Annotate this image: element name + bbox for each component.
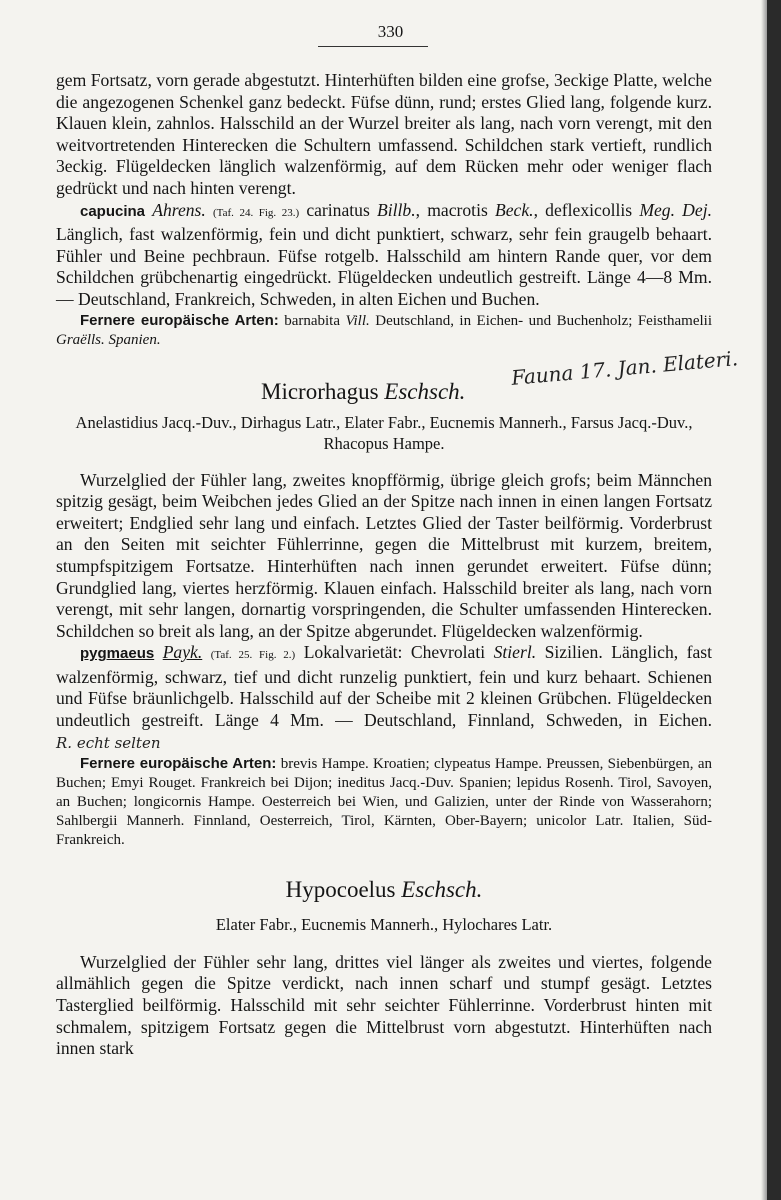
genus-name: Microrhagus — [261, 378, 379, 404]
genus-description: Wurzelglied der Fühler lang, zweites knopfförmig, übrige gleich grofs; beim Männchen spitzig gesägt, beim Weibchen jedes Glied an der Spitze nach innen in einen langen Fortsatz erweitert; Endglied sehr lang und einfach. Letztes Glied der Taster beilförmig. Vorderbrust an den Seiten mit seichter Fühlerrinne, gegen die Mittelbrust mit kurzem, breitem, stumpfspitzigem Fortsatze. Hinterhüften nach innen gerundet erweitert. Füfse dünn; Grundglied lang, viertes herzförmig. Klauen einfach. Halsschild breiter als lang, nach vorn verengt, mit sehr langen, dornartig vorspringenden, die Schulter umfassenden Hinterecken. Schildchen so breit als lang, an der Spitze abgerundet. Flügeldecken walzenförmig. — [56, 469, 712, 641]
paragraph-intro: gem Fortsatz, vorn gerade abgestutzt. Hinterhüften bilden eine grofse, 3eckige Platte, welche die angezogenen Schenkel ganz bedeckt. Füfse dünn, rund; erstes Glied lang, folgende kurz. Klauen klein, zahnlos. Halsschild an der Wurzel breiter als lang, nach vorn verengt, mit den weitvortretenden Hinterecken die Schultern umfassend. Schildchen stark vertieft, rundlich 3eckig. Flügeldecken länglich walzenförmig, auf dem Rücken mehr oder weniger flach gedrückt und nach hinten verengt. — [56, 70, 712, 198]
synonym-author: Meg. Dej. — [639, 199, 712, 220]
other-species-2 — [56, 754, 712, 850]
species-description: Länglich, fast walzenförmig, fein und dicht punktiert, schwarz, sehr fein graugelb behaart. Fühler und Beine pechbraun. Füfse rotgelb. Halsschild am hintern Rande quer, vor dem Schildchen grübchenartig eingedrückt. Flügeldecken undeutlich gestreift. Länge 4—8 Mm. — Deutschland, Frankreich, Schweden, in alten Eichen und Buchen. — [56, 224, 712, 309]
header-rule — [318, 46, 428, 47]
genus-author: Eschsch. — [384, 378, 466, 404]
other-species-label: Fernere europäische Arten: — [80, 311, 279, 329]
plate-ref: (Taf. 24. Fig. 23.) — [213, 206, 300, 219]
genus-title-hypocoelus — [56, 876, 712, 904]
species-author: Stierl. — [493, 642, 537, 663]
page-number: 330 — [377, 22, 404, 41]
local-variety: Lokalvarietät: Chevrolati — [303, 642, 486, 663]
synonym: carinatus — [306, 199, 370, 220]
synonym: macrotis — [427, 199, 488, 220]
species-author: Ahrens. — [152, 199, 206, 220]
genus-synonyms: Anelastidius Jacq.-Duv., Dirhagus Latr., Elater Fabr., Eucnemis Mannerh., Farsus Jacq.-Duv., Rhacopus Hampe. — [75, 412, 693, 453]
species-description: Sizilien. Länglich, fast walzenförmig, schwarz, tief und dicht runzelig punktiert, fein und kurz behaart. Schienen und Füfse bräunlichgelb. Halsschild auf der Scheibe mit 2 kleinen Grübchen. Flügeldecken undeutlich gestreift. Länge 4 Mm. — Deutschland, Finnland, Schweden, in Eichen. — [56, 642, 713, 731]
handwritten-note: R. echt selten — [56, 733, 161, 752]
species-entry: barnabita — [284, 312, 341, 329]
page-body — [56, 70, 739, 1060]
species-name: capucina — [80, 202, 146, 220]
species-entry: Deutschland, in Eichen- und Buchenholz; Feisthamelii — [375, 312, 712, 329]
species-entry: brevis Hampe. Kroatien; clypeatus Hampe. Preussen, Siebenbürgen, an Buchen; Emyi Rouget. Frankreich bei Dijon; ineditus Jacq.-Duv. Spanien; lepidus Rosenh. Tirol, Savoyen, an Buchen; longicornis Hampe. Oesterreich bei Wien, und Galizien, unter der Rinde von Wasserahorn; Sahlbergii Mannerh. Finnland, Oesterreich, Tirol, Kärnten, Ober-Bayern; unicolor Latr. Italien, Süd-Frankreich. — [56, 756, 713, 849]
species-pygmaeus — [56, 642, 712, 754]
genus-heading-microrhagus — [56, 345, 739, 410]
synonym-author: Billb. — [377, 199, 416, 220]
synonym: deflexicollis — [545, 199, 633, 220]
other-species-1 — [56, 311, 712, 350]
page-edge — [767, 0, 781, 1200]
other-species-label: Fernere europäische Arten: — [80, 755, 277, 773]
species-capucina: capucina Ahrens. (Taf. 24. Fig. 23.) carinatus Billb., macrotis Beck., deflexicollis Meg. Dej. Länglich, fast walzenförmig, fein und dicht punktiert, schwarz, sehr fein graugelb behaart. Fühler und Beine pechbraun. Füfse rotgelb. Halsschild am hintern Rande quer, vor dem Schildchen grübchenartig eingedrückt. Flügeldecken undeutlich gestreift. Länge 4—8 Mm. — Deutschland, Frankreich, Schweden, in alten Eichen und Buchen. — [56, 199, 712, 309]
handwritten-note: Fauna 17. Jan. Elateri. — [510, 345, 739, 390]
genus-description: Wurzelglied der Fühler sehr lang, drittes viel länger als zweites und viertes, folgende allmählich gegen die Spitze verdickt, nach innen scharf und stumpf gesägt. Letztes Tasterglied beilförmig. Halsschild mit sehr seichter Fühlerrinne. Vorderbrust hinten mit schmalem, spitzigem Fortsatz gegen die Mittelbrust vorn abgestutzt. Hinterhüften nach innen stark — [56, 951, 712, 1059]
genus-name: Hypocoelus — [285, 877, 396, 903]
species-author: Payk. — [162, 642, 203, 663]
species-name: pygmaeus — [80, 645, 155, 663]
species-author: Vill. — [345, 312, 370, 329]
genus-synonyms: Elater Fabr., Eucnemis Mannerh., Hylochares Latr. — [215, 915, 553, 935]
species-locality: Spanien. — [108, 331, 161, 348]
genus-title — [261, 378, 465, 406]
species-author: Graëlls. — [56, 331, 105, 348]
synonym-author: Beck. — [495, 199, 534, 220]
genus-author: Eschsch. — [401, 877, 483, 903]
plate-ref: (Taf. 25. Fig. 2.) — [210, 649, 296, 662]
